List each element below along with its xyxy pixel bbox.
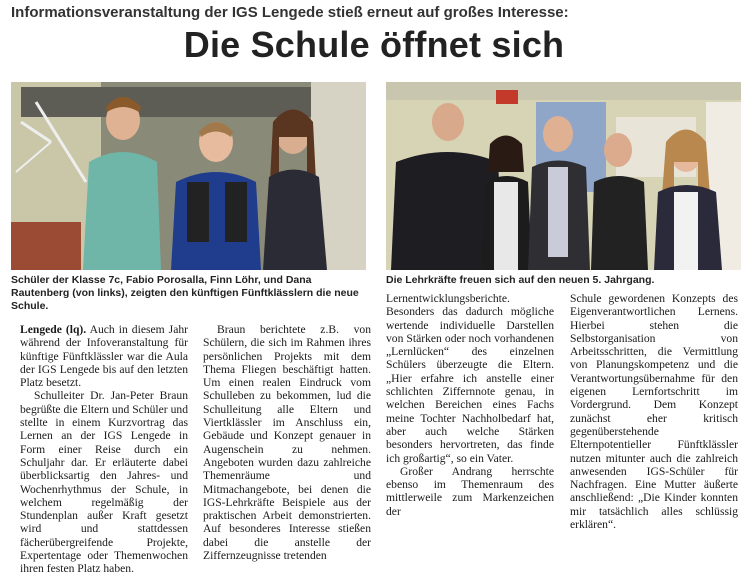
article-column-1 <box>20 323 188 576</box>
caption-teachers: Die Lehrkräfte freuen sich auf den neuen 5. Jahrgang. <box>386 274 655 286</box>
paragraph: Lernentwicklungsberichte. Besonders das dadurch mögliche wertende individuelle Darstellen von Stärken oder noch vorhandenen „Lernlücken“ des einzelnen Schülers überzeugte die Eltern. „Hier erfahre ich anstelle einer schlichten Ziffernnote genau, in welchen Bereichen eines Fachs meine Tochter Nachholbedarf hat, aber auch welche Stärken besonders hervortreten, das finde ich großartig“, so ein Vater. <box>386 292 554 465</box>
article-kicker: Informationsveranstaltung der IGS Lengede stieß erneut auf großes Interesse: <box>11 4 569 21</box>
paragraph: Braun berichtete z.B. von Schülern, die sich im Rahmen ihres persönlichen Projekts mit dem Thema Fliegen beschäftigt hatten. Um einen realen Eindruck vom Schulleben zu bekommen, lud die Schulleitung alle Eltern und Viertklässler im Anschluss ein, Gebäude und Konzept genauer in Augenschein zu nehmen. Angeboten wurden dazu zahlreiche Themenräume und Mitmachangebote, bei denen die IGS-Lehrkräfte Beispiele aus der praktischen Arbeit demonstrierten. Auf besonderes Interesse stießen dabei die anstelle der Ziffernzeugnisse tretenden <box>203 323 371 563</box>
photo-students <box>11 82 366 270</box>
caption-students: Schüler der Klasse 7c, Fabio Porosalla, Finn Löhr, und Dana Rautenberg (von links), zeigten den künftigen Fünftklässlern die neue Schule. <box>11 274 359 312</box>
paragraph: Großer Andrang herrschte ebenso im Themenraum des mittlerweile zum Markenzeichen der <box>386 464 554 518</box>
photo-teachers <box>386 82 741 270</box>
paragraph <box>20 323 188 389</box>
paragraph: Schulleiter Dr. Jan-Peter Braun begrüßte die Eltern und Schüler und stellte in einem Kurzvortrag das Lernen an der IGS Lengede in Form einer Reise durch ein Schuljahr dar. Er erläuterte dabei überblicksartig den Jahres- und Wochenrhythmus der Schule, in welchem regelmäßig der Stundenplan außer Kraft gesetzt wird und stattdessen fächerübergreifende Projekte, Expertentage oder Themenwochen ihren festen Platz haben. <box>20 389 188 576</box>
article-column-3 <box>386 292 554 518</box>
dateline: Lengede (lq). <box>20 323 87 336</box>
article-headline: Die Schule öffnet sich <box>183 24 565 65</box>
article-column-2 <box>203 323 371 562</box>
article-column-4 <box>570 292 738 531</box>
paragraph: Schule gewordenen Konzepts des Eigenverantwortlichen Lernens. Hierbei stehen die Selbstorganisation von Arbeitsschritten, die Vermittlung von Planungskompetenz und die Verantwortungsübernahme für den eigenen Lernfortschritt im Vordergrund. Dem Konzept zunächst eher kritisch gegenüberstehende Elternpotentieller Fünftklässler nutzen mitunter auch die zahlreich anwesenden IGS-Schüler für Nachfragen. Eine Mutter äußerte anschließend: „Die Kinder konnten mir tatsächlich alles schlüssig erklären“. <box>570 292 738 532</box>
students-photo-illustration <box>11 82 366 270</box>
teachers-photo-illustration <box>386 82 741 270</box>
paragraph-text: Auch in diesem Jahr während der Infoveranstaltung für künftige Fünftklässler war die Aula der IGS Lengede bis auf den letzten Platz besetzt. <box>20 323 189 390</box>
